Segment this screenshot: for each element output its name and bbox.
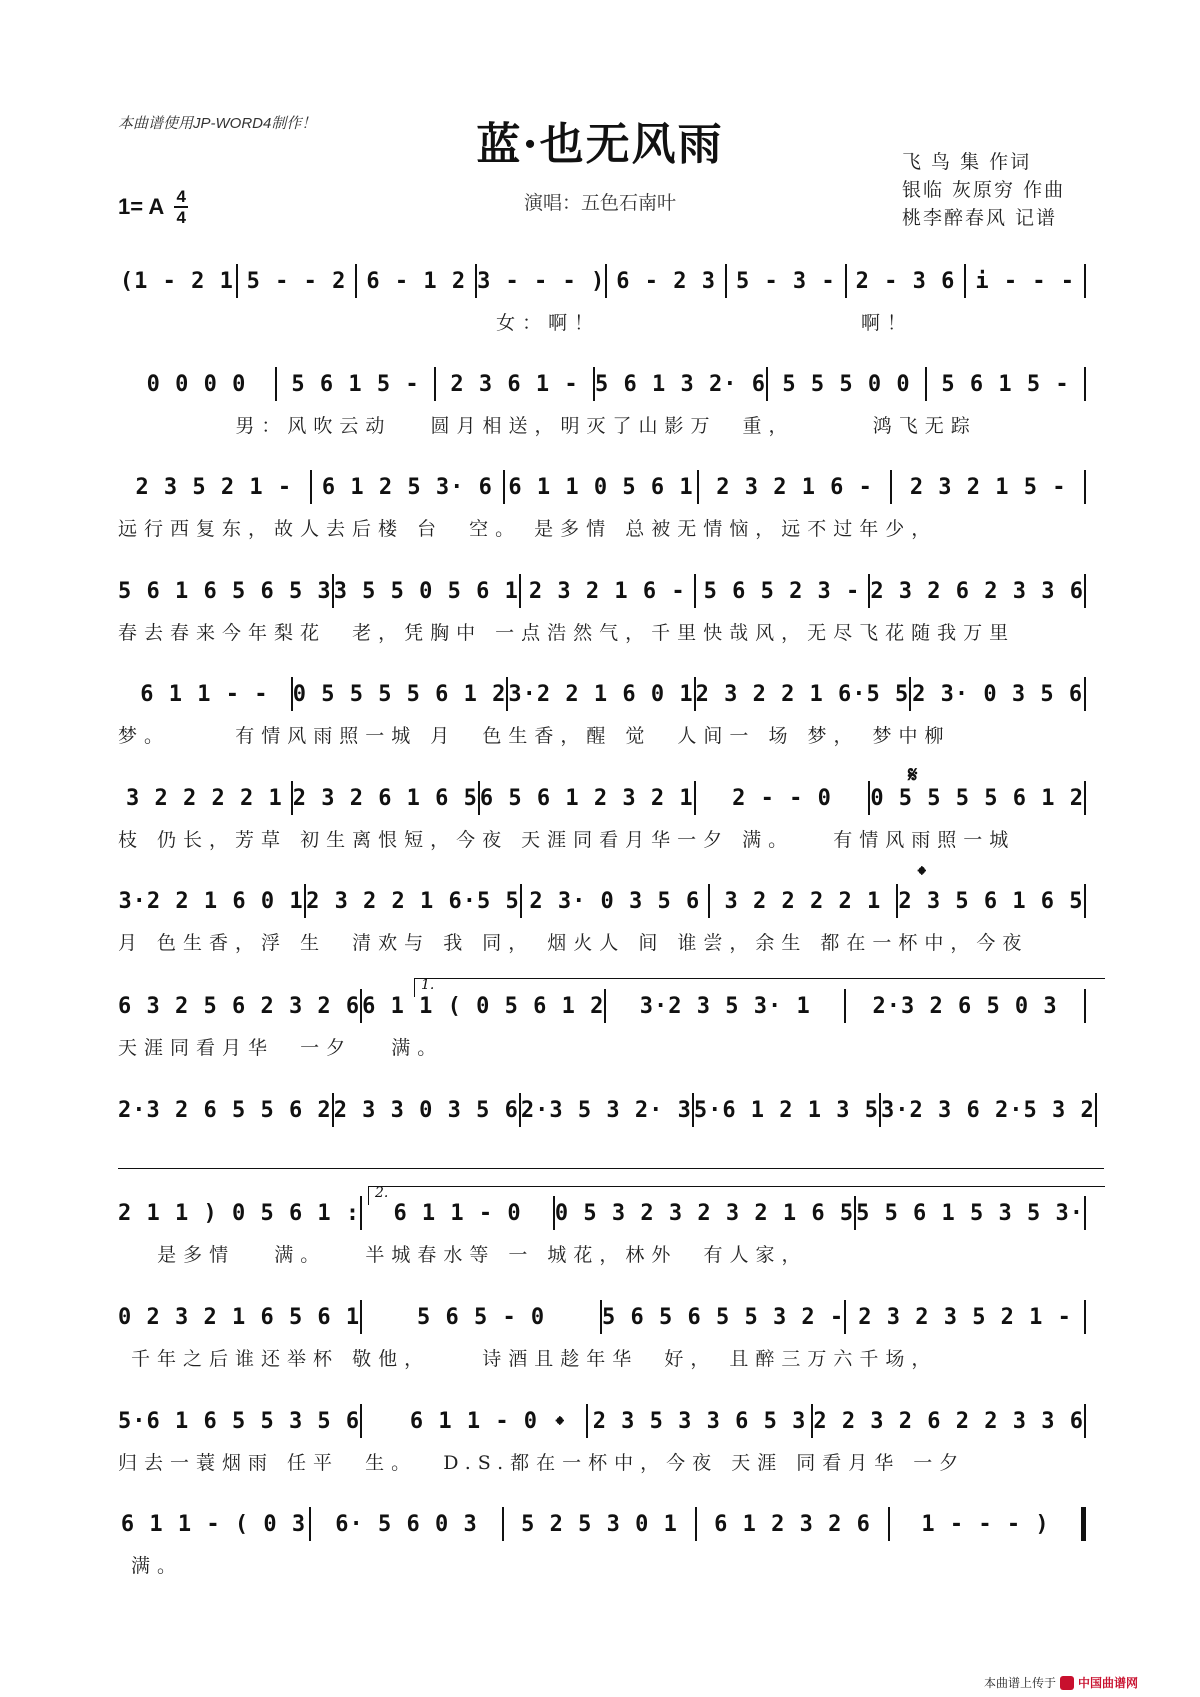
measure: 2·3 2 6 5 0 3 <box>872 993 1058 1019</box>
barline <box>1084 367 1086 401</box>
barline <box>1084 470 1086 504</box>
notation-line <box>118 1507 1086 1541</box>
notation-line <box>118 264 1086 298</box>
notation-line <box>118 1404 1086 1438</box>
measure: 5 6 5 6 5 5 3 2 - <box>602 1304 845 1330</box>
measure: 2 3 5 2 1 - <box>135 474 293 500</box>
lyrics-line: 是多情 满。 半城春水等 一 城花，林外 有人家， <box>118 1244 808 1266</box>
barline <box>1084 574 1086 608</box>
measure: 5·6 1 2 1 3 5 <box>693 1097 880 1123</box>
lyrics-line: 女：啊！ 啊！ <box>118 312 913 334</box>
measure: 6· 5 6 0 3 <box>335 1511 478 1537</box>
measure: 6 - 1 2 <box>366 268 467 294</box>
measure: 2 - 3 6 <box>855 268 956 294</box>
lyrics-line: 天涯同看月华 一夕 满。 <box>118 1037 444 1059</box>
barline <box>1084 884 1086 918</box>
measure: 5 - - 2 <box>246 268 347 294</box>
measure: 6 5 6 1 2 3 2 1 <box>479 785 694 811</box>
measure: (1 - 2 1 <box>119 268 234 294</box>
measure: 5 6 1 3 2· 6 <box>595 371 766 397</box>
key-label: 1= A <box>118 194 165 219</box>
volta-1-label: 1. <box>421 977 435 993</box>
measure: 3 2 2 2 2 1 <box>724 888 882 914</box>
measure: 2 3 2 1 6 - <box>528 578 686 604</box>
measure: 0 0 0 0 <box>146 371 247 397</box>
measure: 2 3 2 6 2 3 3 6 <box>870 578 1084 604</box>
measure: 5 5 5 0 0 <box>782 371 911 397</box>
barline <box>1084 677 1086 711</box>
measure: 6 1 1 - 0 <box>393 1200 522 1226</box>
measure: 2·3 2 6 5 5 6 2 <box>118 1097 332 1123</box>
measure: 2·3 5 3 2· 3 <box>520 1097 692 1123</box>
measure: 6 1 1 - 0 <box>409 1408 539 1434</box>
measure: 3 - - - ) <box>477 268 606 294</box>
lyrics-line: 男：风吹云动 圆月相送，明灭了山影万 重， 鸿飞无踪 <box>118 415 977 437</box>
measure: 3·2 2 1 6 0 1 <box>118 888 304 914</box>
measure: 0 5 5 5 5 6 1 2 <box>292 681 507 707</box>
measure: 2 - - 0 <box>732 785 832 811</box>
lyrics-line: 千年之后谁还举杯 敬他， 诗酒且趁年华 好， 且醉三万六千场， <box>118 1348 938 1370</box>
measure: 2 3· 0 3 5 6 <box>912 681 1084 707</box>
notation-line <box>118 367 1086 401</box>
lyrics-line: 春去春来今年梨花 老，凭胸中 一点浩然气，千里快哉风，无尽飞花随我万里 <box>118 622 1016 644</box>
barline <box>1095 1093 1097 1127</box>
measure: 6 1 2 3 2 6 <box>714 1511 871 1537</box>
measure: 2 3 2 2 1 6·5 5 <box>695 681 910 707</box>
measure: 5 5 6 1 5 3 5 3· <box>856 1200 1084 1226</box>
notation-line <box>118 781 1086 815</box>
measure: 2 1 1 ) 0 5 6 1 : <box>118 1200 361 1226</box>
credits-block <box>902 148 1065 232</box>
lyrics-line: 归去一蓑烟雨 任平 生。 D.S.都在一杯中，今夜 天涯 同看月华 一夕 <box>118 1452 966 1474</box>
measure: 1 - - - ) <box>921 1511 1050 1537</box>
measure: 0 2 3 2 1 6 5 6 1 <box>118 1304 361 1330</box>
notation-line <box>118 884 1086 918</box>
measure: 0 5 5 5 5 6 1 2 <box>870 785 1084 811</box>
lyrics-line: 枝 仍长，芳草 初生离恨短，今夜 天涯同看月华一夕 满。 有情风雨照一城 <box>118 829 1016 851</box>
volta-2-label: 2. <box>375 1185 389 1201</box>
lyricist-credit: 飞 鸟 集 作词 <box>902 151 1032 173</box>
volta-1-bracket <box>414 978 1105 997</box>
measure: 5 - 3 - <box>735 268 836 294</box>
time-bottom: 4 <box>176 208 187 227</box>
volta-1-line <box>118 1168 1104 1169</box>
composer-credit: 银临 灰原穷 作曲 <box>902 179 1066 201</box>
song-title: 蓝·也无风雨 <box>476 119 724 170</box>
barline <box>1084 1300 1086 1334</box>
measure: 5 6 1 5 - <box>941 371 1070 397</box>
measure: 3·2 3 6 2·5 3 2 <box>881 1097 1095 1123</box>
measure: 2 2 3 2 6 2 2 3 3 6 <box>813 1408 1084 1434</box>
measure: 6 1 1 - - <box>140 681 269 707</box>
measure: 6 3 2 5 6 2 3 2 6 <box>118 993 361 1019</box>
time-signature <box>174 188 188 226</box>
lyrics-line: 满。 <box>118 1555 184 1577</box>
measure: 2 3 3 0 3 5 6 <box>333 1097 519 1123</box>
volta-2-bracket <box>368 1186 1105 1205</box>
measure: 6 - 2 3 <box>616 268 716 294</box>
measure: 5 2 5 3 0 1 <box>521 1511 678 1537</box>
measure: 3·2 3 5 3· 1 <box>639 993 811 1019</box>
measure: 5 6 1 6 5 6 5 3 <box>118 578 332 604</box>
measure: 5 6 5 2 3 - <box>703 578 861 604</box>
measure: 2 3 6 1 - <box>450 371 579 397</box>
notation-line <box>118 677 1086 711</box>
time-top: 4 <box>176 187 187 206</box>
footer <box>984 1674 1138 1691</box>
site-name: 中国曲谱网 <box>1077 1676 1138 1690</box>
barline <box>1084 781 1086 815</box>
measure: 3·2 2 1 6 0 1 <box>508 681 694 707</box>
measure: 3 2 2 2 2 1 <box>126 785 283 811</box>
measure: 2 3 2 2 1 6·5 5 <box>306 888 520 914</box>
measure: 3 5 5 0 5 6 1 <box>333 578 519 604</box>
measure: 2 3· 0 3 5 6 <box>529 888 701 914</box>
key-signature <box>118 188 188 226</box>
notation-line <box>118 1300 1086 1334</box>
barline <box>1084 1404 1086 1438</box>
measure: 2 3 5 6 1 6 5 <box>898 888 1084 914</box>
measure: 5·6 1 6 5 5 3 5 6 <box>118 1408 361 1434</box>
notation-line <box>118 1093 1095 1127</box>
lyrics-line: 梦。 有情风雨照一城 月 色生香，醒 觉 人间一 场 梦， 梦中柳 <box>118 725 951 747</box>
measure: 2 3 2 3 5 2 1 - <box>858 1304 1072 1330</box>
measure: 6 1 1 - ( 0 3 <box>120 1511 307 1537</box>
lyrics-line: 远行西复东，故人去后楼 台 空。 是多情 总被无情恼，远不过年少， <box>118 518 938 540</box>
measure: 5 6 1 5 - <box>291 371 420 397</box>
barline <box>1081 1507 1086 1541</box>
notation-line <box>118 470 1086 504</box>
barline <box>1084 264 1086 298</box>
coda-mark: 𝄌 <box>918 862 926 888</box>
measure: 6 1 2 5 3· 6 <box>321 474 493 500</box>
measure: 5 6 5 - 0 <box>416 1304 546 1330</box>
measure: i - - - <box>975 268 1076 294</box>
singer-credit: 演唱：五色石南叶 <box>523 192 676 214</box>
measure: 0 5 3 2 3 2 3 2 1 6 5 <box>554 1200 855 1226</box>
software-credit: 本曲谱使用JP-WORD4制作！ <box>118 115 317 132</box>
measure: 2 3 5 3 3 6 5 3 <box>592 1408 807 1434</box>
upload-text: 本曲谱上传于 <box>983 1676 1056 1690</box>
measure: 2 3 2 1 6 - <box>716 474 873 500</box>
segno-mark: 𝄋 <box>908 762 918 788</box>
measure: 2 3 2 1 5 - <box>909 474 1067 500</box>
coda-mark-2: 𝄌 <box>556 1412 564 1438</box>
measure: 6 1 1 ( 0 5 6 1 2 <box>362 993 605 1019</box>
notation-line <box>118 574 1086 608</box>
measure: 6 1 1 0 5 6 1 <box>508 474 694 500</box>
transcriber-credit: 桃李醉春风 记谱 <box>902 207 1058 229</box>
lyrics-line: 月 色生香，浮 生 清欢与 我 同， 烟火人 间 谁尝，余生 都在一杯中，今夜 <box>118 932 1029 954</box>
site-logo-icon <box>1060 1676 1074 1690</box>
measure: 2 3 2 6 1 6 5 <box>292 785 478 811</box>
